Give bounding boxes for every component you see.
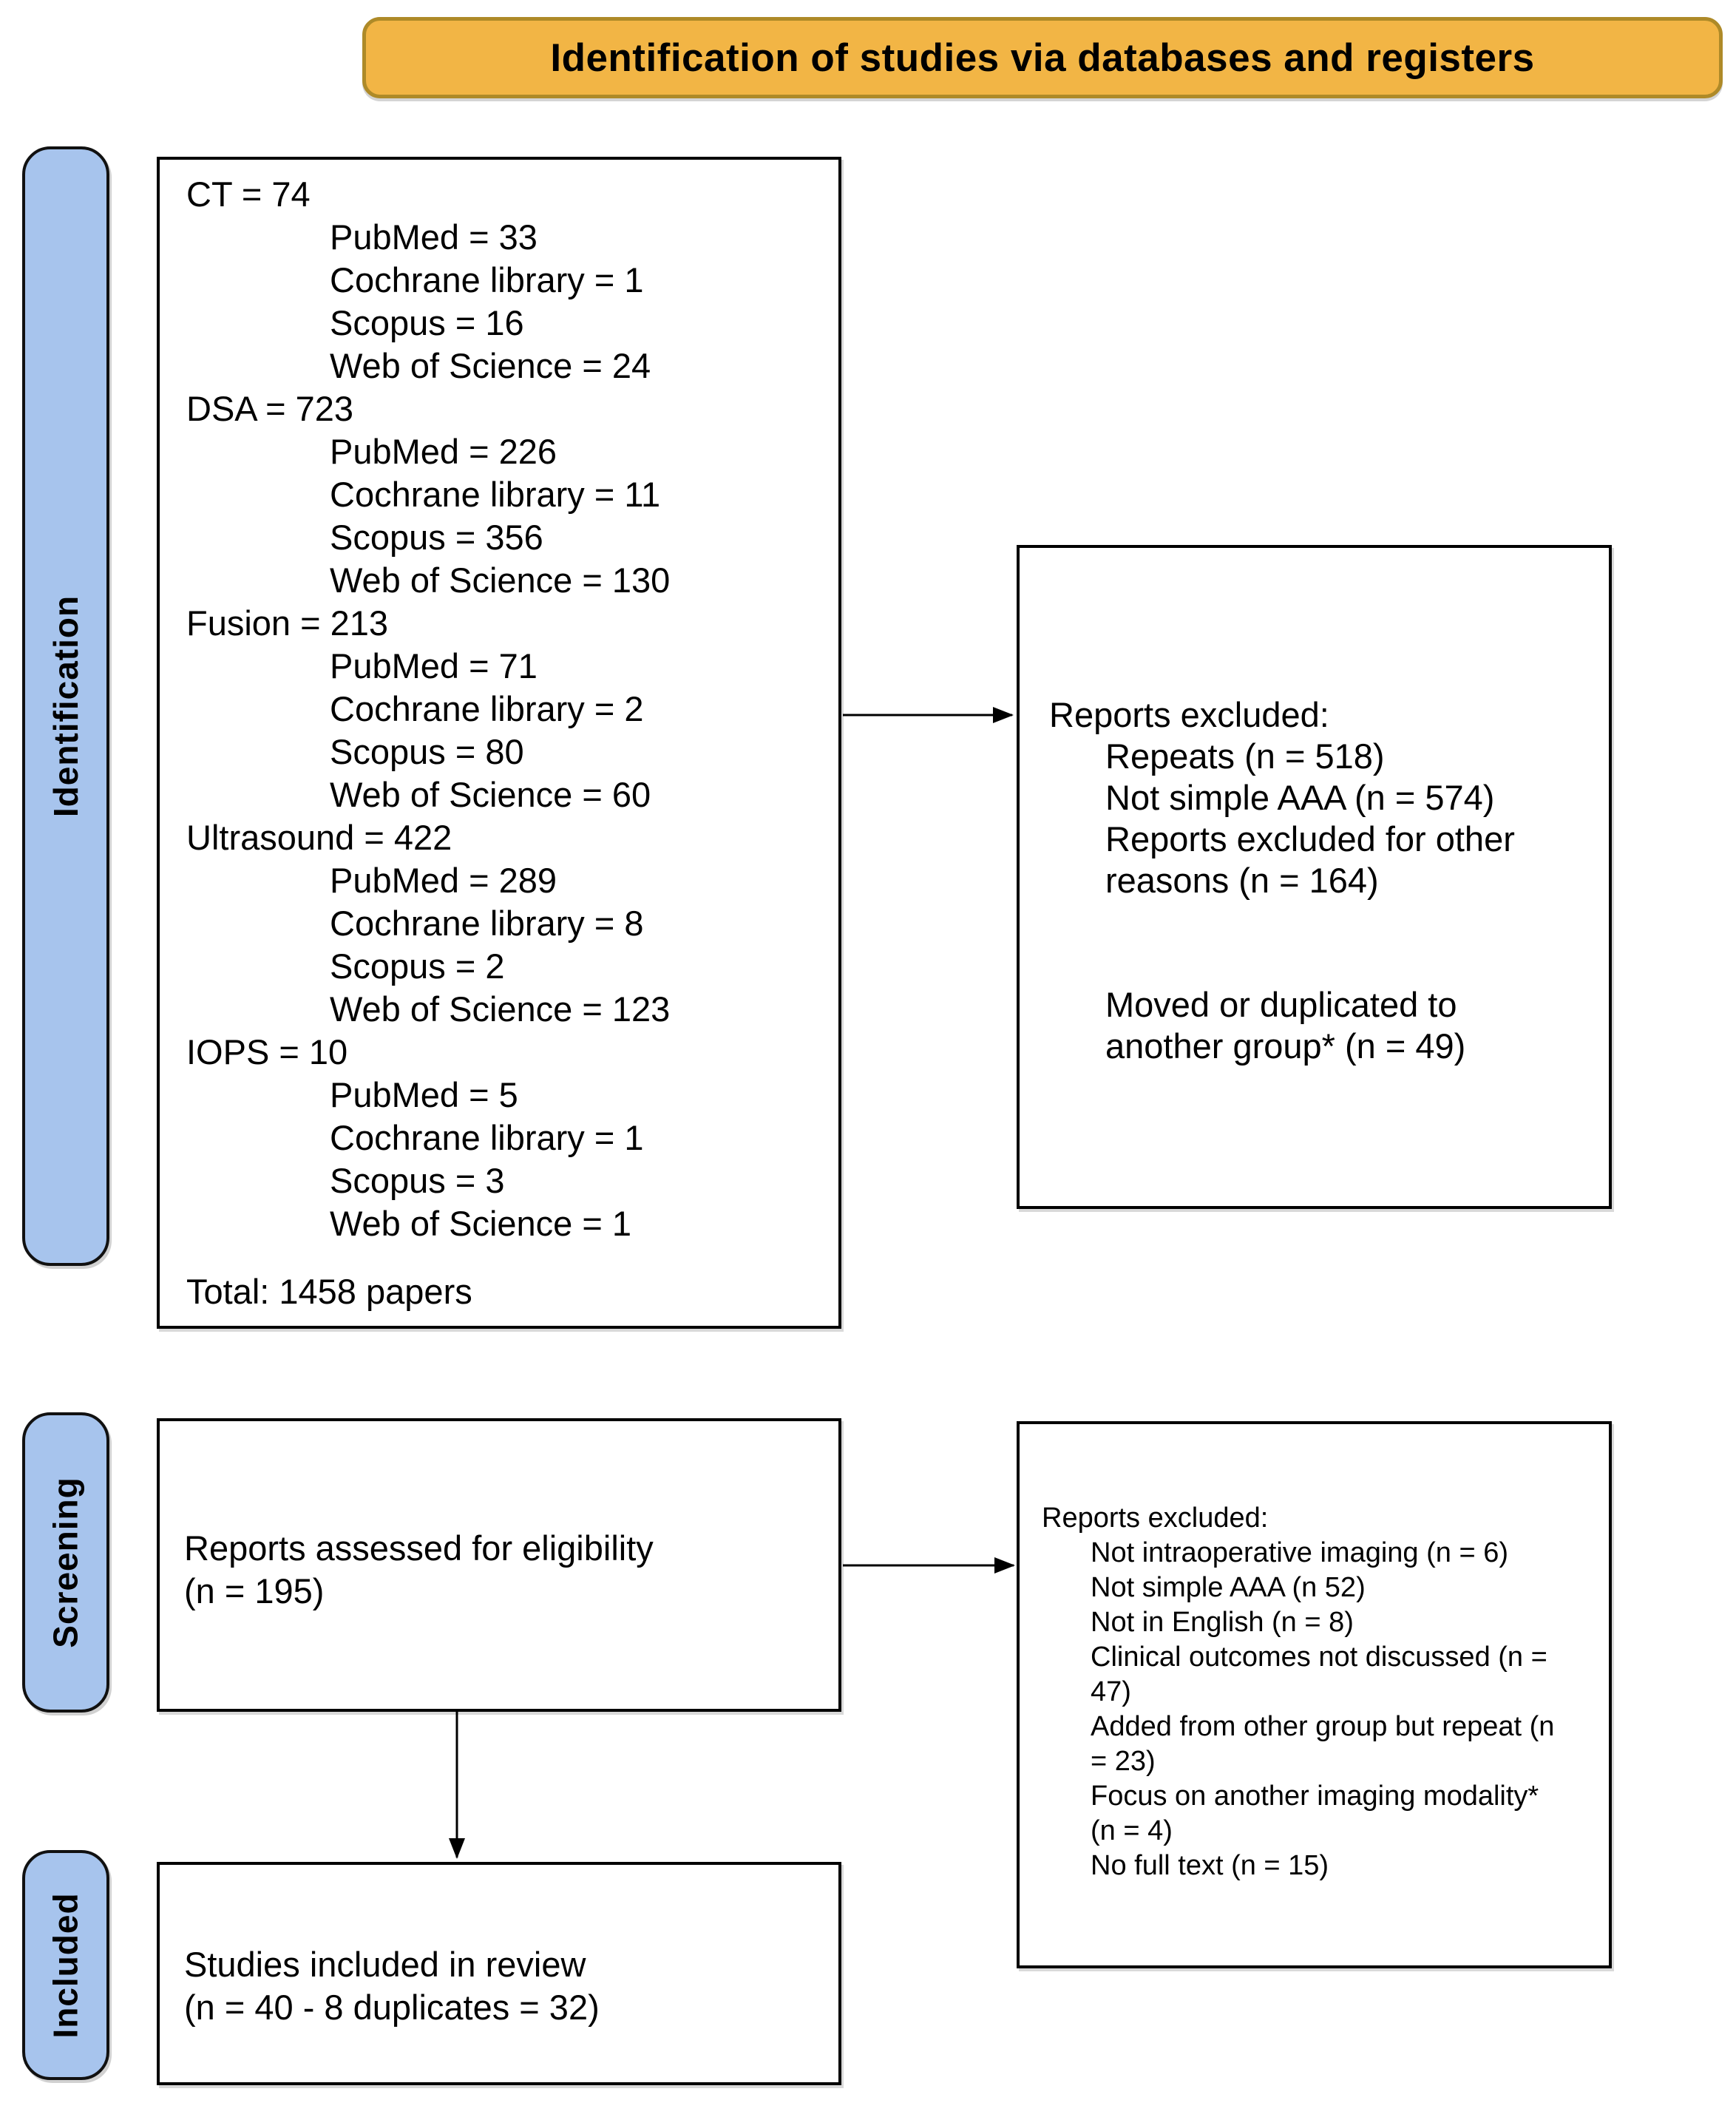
group-item: Web of Science = 24 bbox=[330, 346, 651, 385]
group-item: Scopus = 3 bbox=[330, 1161, 505, 1200]
excluded-item: Clinical outcomes not discussed (n = 47) bbox=[1091, 1642, 1556, 1707]
group-item: PubMed = 5 bbox=[330, 1075, 518, 1114]
identification-excluded-box bbox=[1017, 545, 1612, 1209]
excluded-item: Focus on another imaging modality* (n = 4) bbox=[1091, 1781, 1547, 1846]
included-box-line2: (n = 40 - 8 duplicates = 32) bbox=[184, 1988, 600, 2027]
stage-label-included bbox=[22, 1850, 109, 2080]
group-header-ct: CT = 74 bbox=[186, 175, 311, 214]
group-item: Web of Science = 1 bbox=[330, 1204, 632, 1243]
group-item: Scopus = 80 bbox=[330, 732, 524, 771]
excluded-items bbox=[1091, 1536, 1560, 1883]
excluded-item: Not simple AAA (n 52) bbox=[1091, 1572, 1366, 1603]
included-box-line1: Studies included in review bbox=[184, 1945, 586, 1984]
screening-excluded-box bbox=[1017, 1421, 1612, 1968]
group-header-fusion: Fusion = 213 bbox=[186, 603, 389, 643]
group-item: Scopus = 356 bbox=[330, 518, 543, 557]
excluded-item: Repeats (n = 518) bbox=[1105, 736, 1385, 776]
group-item: Cochrane library = 8 bbox=[330, 904, 644, 943]
excluded-title: Reports excluded: bbox=[1042, 1503, 1269, 1534]
excluded-item: Added from other group but repeat (n = 23) bbox=[1091, 1711, 1562, 1777]
excluded-item: Not intraoperative imaging (n = 6) bbox=[1091, 1537, 1509, 1568]
excluded-item: Reports excluded for other reasons (n = 164) bbox=[1105, 819, 1525, 900]
stage-label-screening bbox=[22, 1412, 109, 1713]
group-item: Cochrane library = 1 bbox=[330, 1118, 644, 1157]
group-item: Cochrane library = 2 bbox=[330, 689, 644, 728]
group-item: Web of Science = 123 bbox=[330, 989, 671, 1029]
stage-label-screening-text: Screening bbox=[47, 1477, 86, 1648]
group-header-dsa: DSA = 723 bbox=[186, 389, 354, 428]
stage-label-identification bbox=[22, 146, 109, 1266]
moved-or-duplicated-note: Moved or duplicated to another group* (n = 49) bbox=[1105, 985, 1467, 1066]
stage-label-included-text: Included bbox=[47, 1891, 85, 2039]
excluded-title: Reports excluded: bbox=[1049, 695, 1329, 734]
excluded-item: Not simple AAA (n = 574) bbox=[1105, 778, 1495, 817]
banner-title: Identification of studies via databases and registers bbox=[550, 35, 1535, 80]
group-item: Cochrane library = 1 bbox=[330, 260, 644, 299]
excluded-item: No full text (n = 15) bbox=[1091, 1850, 1329, 1881]
included-studies-box bbox=[157, 1862, 841, 2085]
screening-assessed-box bbox=[157, 1418, 841, 1712]
excluded-items bbox=[1105, 736, 1567, 1067]
group-item: PubMed = 289 bbox=[330, 861, 557, 900]
group-header-ultrasound: Ultrasound = 422 bbox=[186, 818, 452, 857]
group-item: PubMed = 71 bbox=[330, 646, 538, 685]
group-item: PubMed = 33 bbox=[330, 217, 538, 257]
group-item: PubMed = 226 bbox=[330, 432, 557, 471]
group-item: Scopus = 2 bbox=[330, 946, 505, 986]
excluded-item: Not in English (n = 8) bbox=[1091, 1607, 1354, 1638]
screening-box-line1: Reports assessed for eligibility bbox=[184, 1528, 654, 1568]
group-item: Web of Science = 130 bbox=[330, 560, 671, 600]
total-papers: Total: 1458 papers bbox=[186, 1272, 472, 1311]
group-item: Scopus = 16 bbox=[330, 303, 524, 342]
stage-label-identification-text: Identification bbox=[47, 595, 86, 818]
identification-records-box bbox=[157, 157, 841, 1329]
group-item: Cochrane library = 11 bbox=[330, 475, 661, 514]
banner bbox=[362, 17, 1723, 98]
group-item: Web of Science = 60 bbox=[330, 775, 651, 814]
group-header-iops: IOPS = 10 bbox=[186, 1032, 348, 1071]
screening-box-line2: (n = 195) bbox=[184, 1571, 325, 1610]
